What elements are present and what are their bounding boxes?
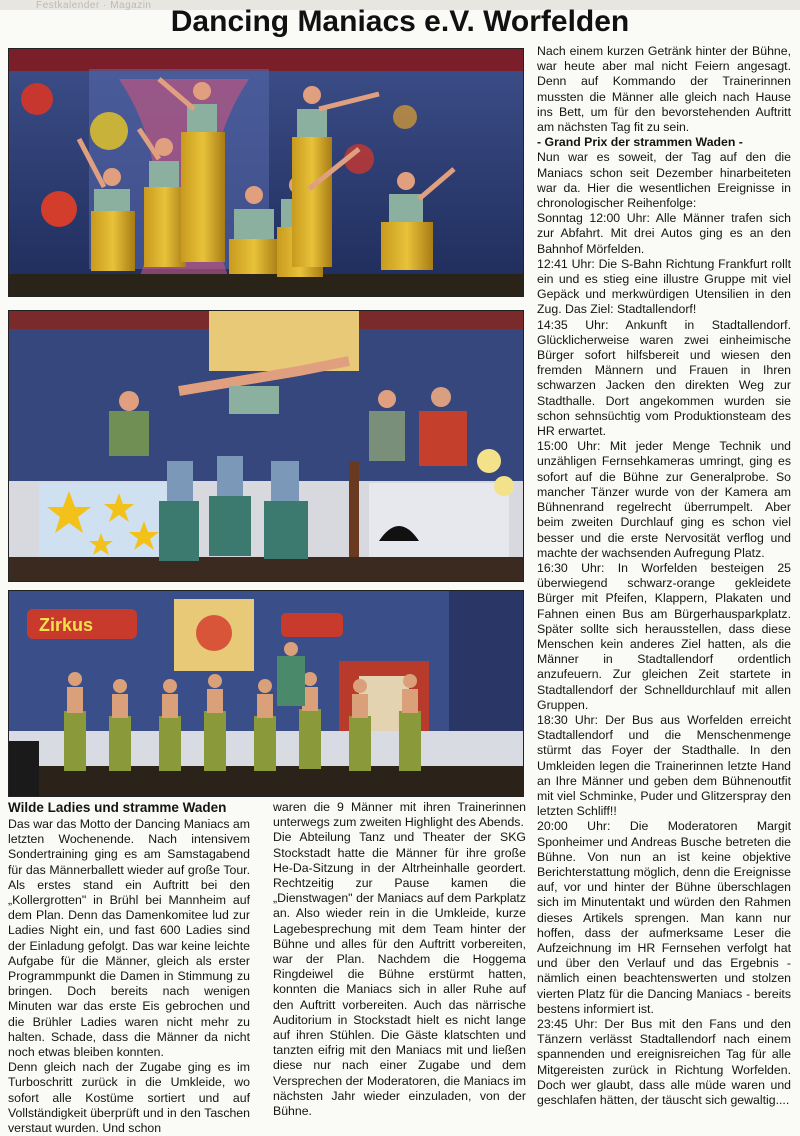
article-paragraph: waren die 9 Männer mit ihren Trainerinnen unterwegs zum zweiten Highlight des Abends.	[273, 800, 526, 830]
article-paragraph: Nach einem kurzen Getränk hinter der Bühne, war heute aber mal nicht Feiern angesagt. Denn auf Kommando der Trainerinnen mussten die Männer alle gleich nach Hause ins Bett, um für den bevorstehenden Auftritt am nächsten Tag fit zu sein.	[537, 44, 791, 135]
photo-men-ballet	[8, 590, 524, 797]
article-paragraph: Denn gleich nach der Zugabe ging es im Turboschritt zurück in die Umkleide, wo sofort alle Kostüme sortiert und auf Vollständigkeit überprüft und in den Taschen verstaut wurden. Und schon	[8, 1060, 250, 1136]
section-subheading: - Grand Prix der strammen Waden -	[537, 135, 743, 150]
article-paragraph: Nun war es soweit, der Tag auf den die Maniacs schon seit Dezember hinarbeiteten war da. Hier die wesentlichen Ereignisse in chronologischer Reihenfolge:	[537, 150, 791, 211]
masthead: Festkalender · Magazin	[36, 0, 152, 11]
article-column-left	[8, 800, 250, 1136]
timeline-entry: 23:45 Uhr: Der Bus mit den Fans und den Tänzern verlässt Stadtallendorf nach einem spannenden und ereignisreichen Tag für alle Mitgereisten zurück in Richtung Worfelden. Doch wer glaubt, dass alle müde waren und geschlafen hätten, der täuscht sich gewaltig....	[537, 1017, 791, 1108]
timeline-entry: 14:35 Uhr: Ankunft in Stadtallendorf. Glücklicherweise waren zwei einheimische Bürger sofort hilfsbereit und wiesen den fremden Männern und Frauen in Ihren schwarzen Jacken den direkten Weg zur Stadthalle. Dort angekommen wurden sie schon sehnsüchtig vom Produktionsteam des HR erwartet.	[537, 317, 791, 439]
photo-men-ballet-image	[9, 591, 523, 796]
timeline-entry: Sonntag 12:00 Uhr: Alle Männer trafen sich zur Abfahrt. Mit drei Autos ging es an den Bahnhof Mörfelden.	[537, 211, 791, 256]
photo-dancers-image	[9, 49, 523, 296]
article-column-middle	[273, 800, 526, 1119]
photo-lift-figure-image	[9, 311, 523, 581]
article-paragraph: Die Abteilung Tanz und Theater der SKG Stockstadt hatte die Männer für ihre große He-Da-Sitzung in der Altrheinhalle geordert. Rechtzeitig zur Pause kamen die „Dienstwagen" der Maniacs auf dem Parkplatz an. Also wieder rein in die Umkleide, kurze Lagebesprechung mit dem Team hinter der Bühne und alles für den Auftritt vorbereiten, war der Plan. Nachdem die Hoggema Ringdeiwel die Bühne erstürmt hatten, konnten die Maniacs sich in aller Ruhe auf den Auftritt vorbereiten. Auch das närrische Auditorium in Stockstadt hielt es nicht lange auf ihren Stühlen. Die Gäste klatschten und tanzten eifrig mit den Maniacs mit und ließen diese nur nach einer Zugabe und dem Versprechen der Moderatoren, die Maniacs im nächsten Jahr wieder einzuladen, von der Bühne.	[273, 830, 526, 1119]
photo-lift-figure	[8, 310, 524, 582]
timeline-entry: 15:00 Uhr: Mit jeder Menge Technik und unzähligen Fernsehkameras umringt, ging es sofort auf die Bühne zur Generalprobe. So mancher Tänzer wurde von der Kamera am Bühnenrand regelrecht überrumpelt. Aber beim zweiten Durchlauf ging es schon viel besser und die erste Nervosität verflog und machte der wachsenden Aufregung Platz.	[537, 439, 791, 560]
page-title: Dancing Maniacs e.V. Worfelden	[170, 5, 630, 38]
timeline-entry: 16:30 Uhr: In Worfelden besteigen 25 überwiegend schwarz-orange gekleidete Bürger mit Pfeifen, Klappern, Plakaten und Fahnen einen Bus am Bürgerhausparkplatz. Später sollte sich herausstellen, dass diese Menschen kein anderes Ziel hatten, als die Männer in Stadtallendorf ordentlich anzufeuern. Zur gleichen Zeit startete in Stadtallendorf der Schnelldurchlauf mit allen Gruppen.	[537, 560, 791, 712]
article-heading: Wilde Ladies und stramme Waden	[8, 800, 227, 815]
timeline-entry: 18:30 Uhr: Der Bus aus Worfelden erreicht Stadtallendorf und die Menschenmenge stürmt das Foyer der Stadthalle. In den Umkleiden legen die Trainerinnen letzte Hand an Ihre Männer und geben dem Bühnenoutfit mit viel Schminke, Puder und Glitzerspray den letzten Schliff!!	[537, 712, 791, 819]
article-column-right	[537, 44, 791, 1108]
sign-text-a: Zirkus	[39, 615, 94, 635]
timeline-entry: 20:00 Uhr: Die Moderatoren Margit Sponheimer und Andreas Busche betreten die Bühne. Von nun an ist keine objektive Berichterstattung möglich, denn die Ereignisse auf, vor und hinter der Bühne überschlagen sich im Minutentakt und würden den Rahmen dieses Artikels sprengen. Man kann nur hoffen, dass der aufmerksame Leser die Aufzeichnung im HR Fernsehen verfolgt hat und über den Verlauf und das Ergebnis - nämlich einen beachtenswerten und stolzen vierten Platz für die Dancing Maniacs - bereits bestens informiert ist.	[537, 819, 791, 1016]
timeline-entry: 12:41 Uhr: Die S-Bahn Richtung Frankfurt rollt ein und es stieg eine illustre Gruppe mit viel Gepäck und merkwürdigen Utensilien in den Zug. Das Ziel: Stadtallendorf!	[537, 256, 791, 317]
photo-dancers	[8, 48, 524, 297]
article-paragraph: Das war das Motto der Dancing Maniacs am letzten Wochenende. Nach intensivem Sondertraining ging es am Samstagabend für das Männerballett wieder auf große Tour. Als erstes stand ein Auftritt bei den „Kollergrotten" in Brühl bei Mannheim auf dem Plan. Denn das Damenkomitee lud zur Ladies Night ein, und fast 600 Ladies sind der Einladung gefolgt. Das war keine leichte Aufgabe für die Männer, gleich als erster Programmpunkt die Damen in Stimmung zu bringen. Doch bereits nach wenigen Minuten war das erste Eis gebrochen und die Brühler Ladies waren nicht mehr zu halten. Schade, dass die Männer da nicht noch etwas bleiben konnten.	[8, 817, 250, 1060]
